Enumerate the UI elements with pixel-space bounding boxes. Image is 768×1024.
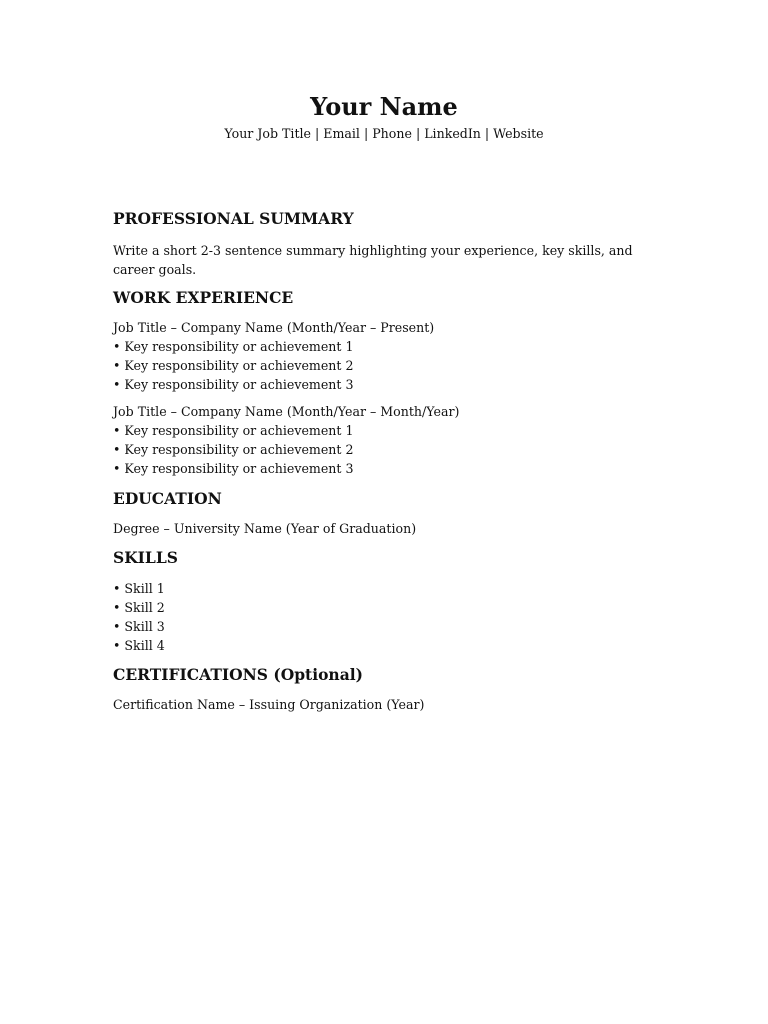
summary-text: Write a short 2-3 sentence summary highlighting your experience, key skills, and career goals. [113, 243, 633, 277]
contact-website: Website [493, 126, 544, 141]
skill-item: • Skill 4 [113, 638, 165, 653]
skills-list [113, 579, 165, 655]
skill-item: • Skill 3 [113, 619, 165, 634]
contact-linkedin: LinkedIn [424, 126, 481, 141]
job-title-line: Job Title – Company Name (Month/Year – Present) [113, 320, 435, 335]
job-bullet: • Key responsibility or achievement 1 [113, 339, 354, 354]
contact-phone: Phone [372, 126, 412, 141]
resume-name: Your Name [310, 92, 458, 121]
skill-item: • Skill 1 [113, 581, 165, 596]
job-bullet: • Key responsibility or achievement 3 [113, 377, 354, 392]
summary-heading: PROFESSIONAL SUMMARY [113, 209, 354, 228]
certifications-heading: CERTIFICATIONS (Optional) [113, 665, 363, 684]
job-bullet: • Key responsibility or achievement 3 [113, 461, 354, 476]
job-entry-1 [113, 318, 434, 394]
job-entry-2 [113, 402, 459, 478]
contact-job-title: Your Job Title [224, 126, 311, 141]
job-title-line: Job Title – Company Name (Month/Year – Month/Year) [113, 404, 460, 419]
skill-item: • Skill 2 [113, 600, 165, 615]
job-bullet: • Key responsibility or achievement 1 [113, 423, 354, 438]
contact-separator: | [480, 126, 494, 141]
education-heading: EDUCATION [113, 489, 222, 508]
skills-heading: SKILLS [113, 548, 178, 567]
job-bullet: • Key responsibility or achievement 2 [113, 358, 354, 373]
contact-email: Email [323, 126, 360, 141]
work-experience-heading: WORK EXPERIENCE [113, 288, 294, 307]
contact-separator: | [311, 126, 324, 141]
contact-separator: | [411, 126, 425, 141]
education-line: Degree – University Name (Year of Graduation) [113, 521, 417, 536]
contact-separator: | [359, 126, 373, 141]
job-bullet: • Key responsibility or achievement 2 [113, 442, 354, 457]
contact-line [113, 125, 655, 143]
certification-line: Certification Name – Issuing Organization (Year) [113, 697, 425, 712]
